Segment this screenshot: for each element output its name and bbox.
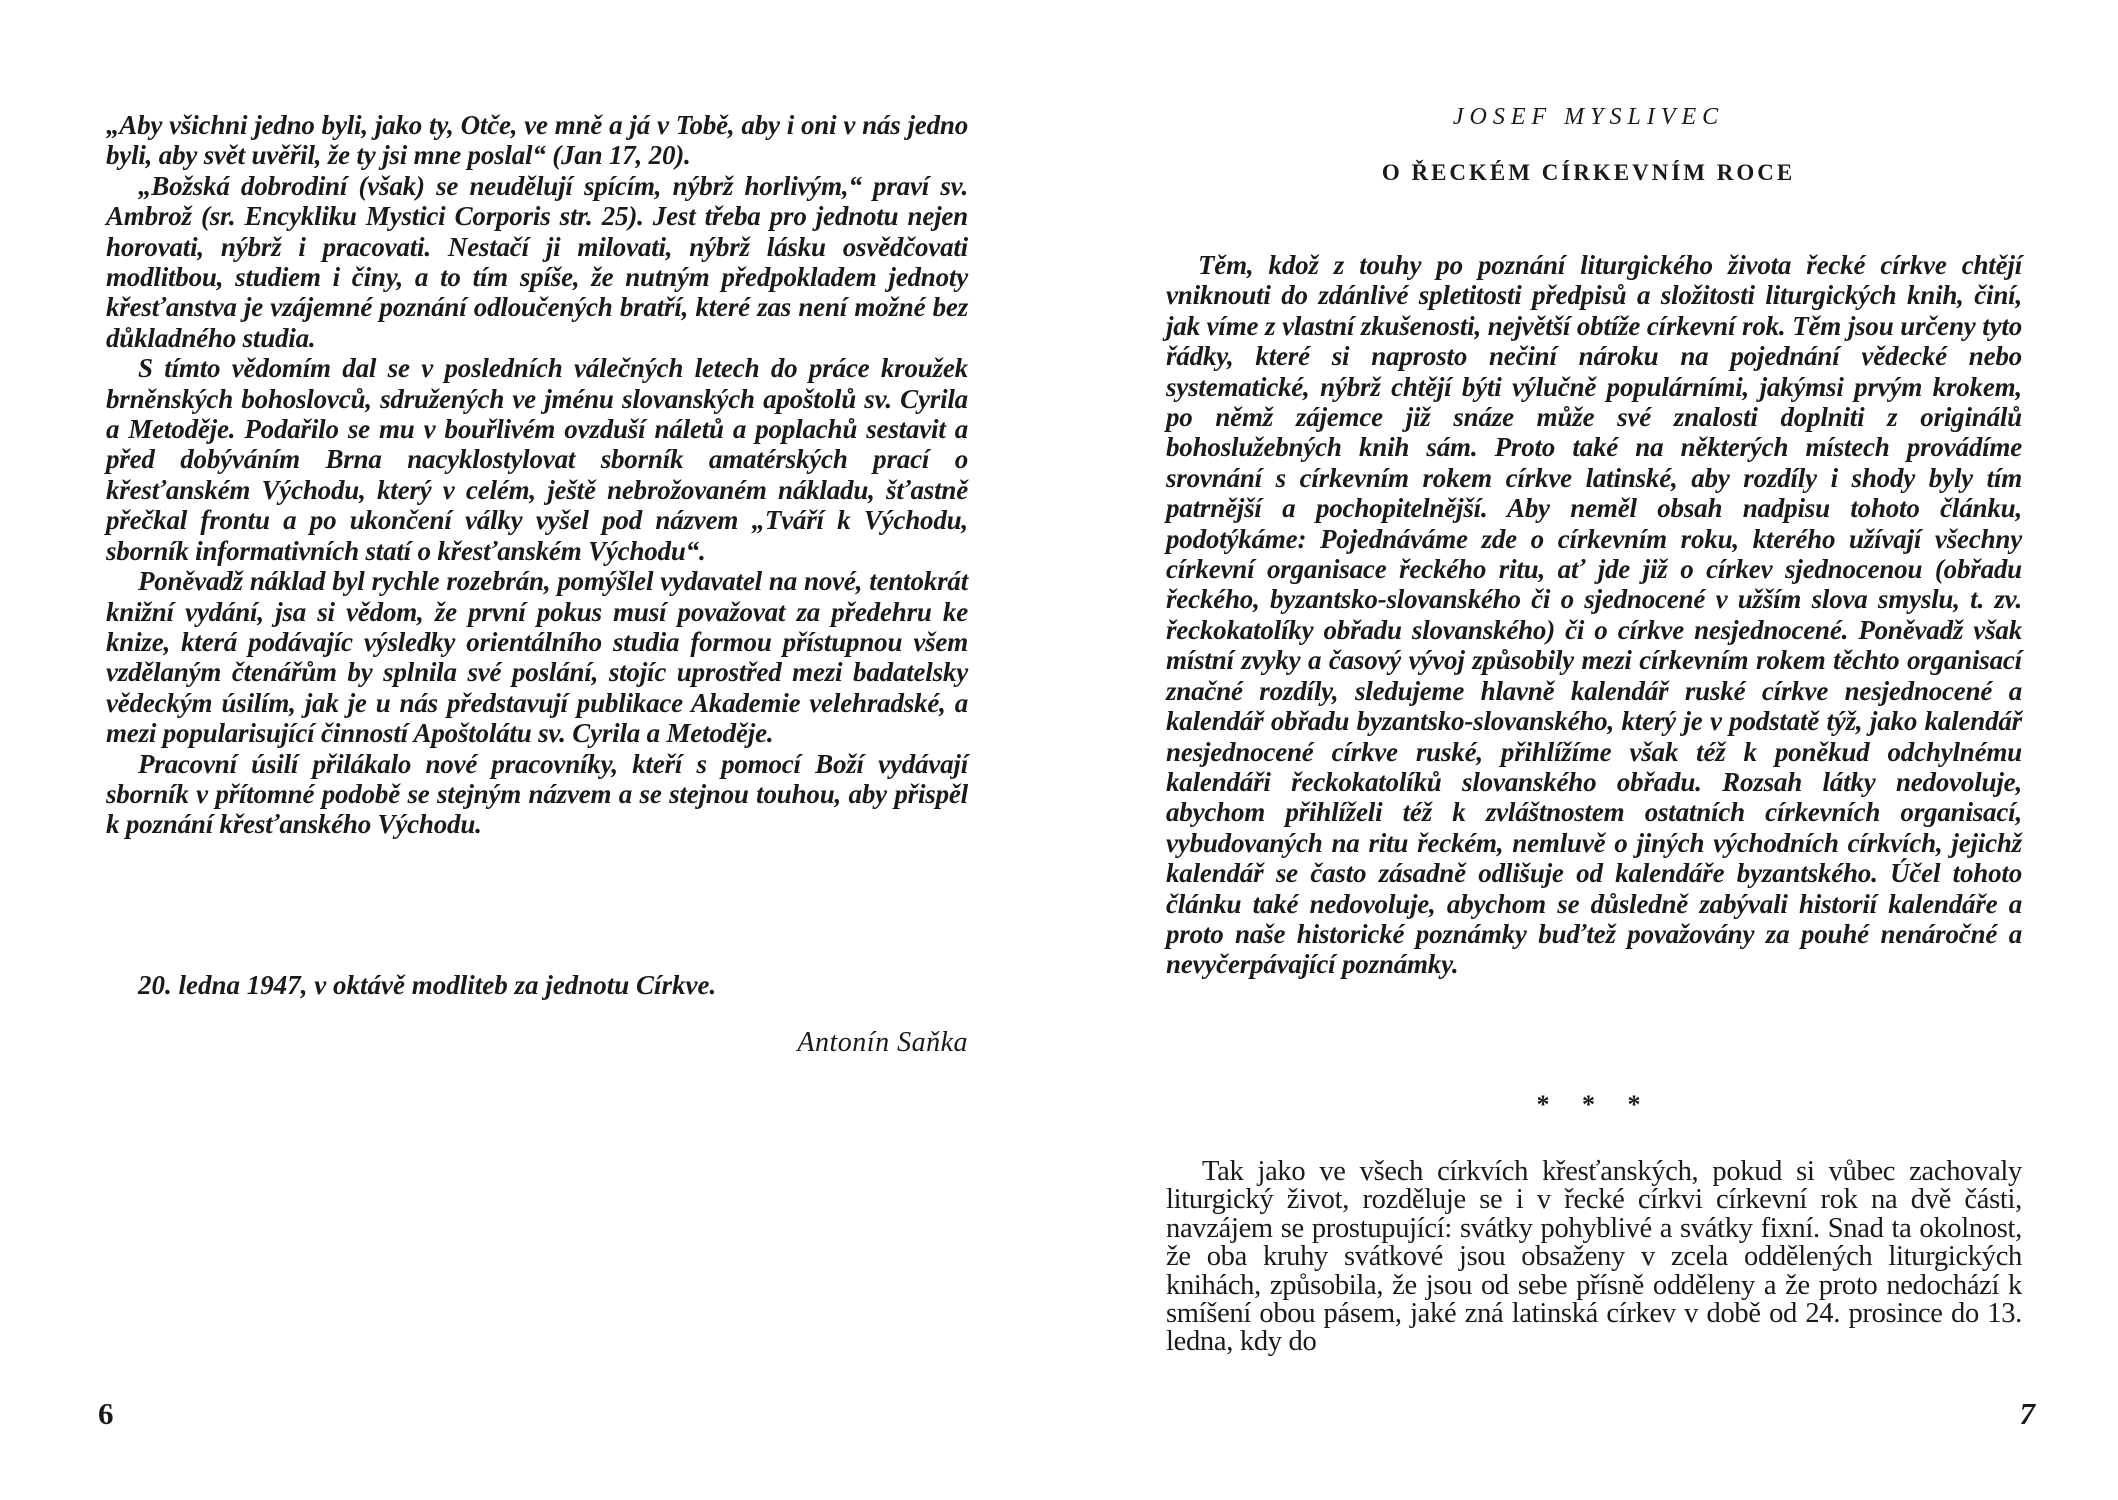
preface-paragraph: S tímto vědomím dal se v posledních válečných letech do práce kroužek brněnských bohoslovců, sdružených ve jménu slovanských apoštolů sv. Cyrila a Metoděje. Podařilo se mu v bouřlivém ovzduší náletů a poplachů sestavit a před dobýváním Brna nacyklostylovat sborník amatérských prací o křesťanském Východu, který v celém, ještě nebrožovaném nákladu, šťastně přečkal frontu a po ukončení války vyšel pod názvem „Tváří k Východu, sborník informativních statí o křesťanském Východu“. (106, 353, 968, 566)
article-title: O ŘECKÉM CÍRKEVNÍM ROCE (1381, 160, 1796, 185)
preface-paragraph: „Aby všichni jedno byli, jako ty, Otče, ve mně a já v Tobě, aby i oni v nás jedno byli, aby svět uvěřil, že ty jsi mne poslal“ (Jan 17, 20). (106, 110, 968, 171)
preface-paragraph: „Božská dobrodiní (však) se neudělují spícím, nýbrž horlivým,“ praví sv. Ambrož (sr. Encykliku Mystici Corporis str. 25). Jest třeba pro jednotu nejen horovati, nýbrž i pracovati. Nestačí ji milovati, nýbrž lásku osvědčovati modlitbou, studiem i činy, a to tím spíše, že nutným předpokladem jednoty křesťanstva je vzájemné poznání odloučených bratří, které zas není možné bez důkladného studia. (106, 170, 968, 353)
article-intro (1166, 250, 2022, 980)
intro-paragraph: Těm, kdož z touhy po poznání liturgického života řecké církve chtějí vniknouti do zdánlivé spletitosti předpisů a složitosti liturgických knih, činí, jak víme z vlastní zkušenosti, největší obtíže církevní rok. Těm jsou určeny tyto řádky, které si naprosto nečiní nároku na pojednání vědecké nebo systematické, nýbrž chtějí býti výlučně populárními, jakýmsi prvým krokem, po němž zájemce již snáze může své znalosti doplniti z originálů bohoslužebných knih sám. Proto také na některých místech provádíme srovnání s církevním rokem církve latinské, aby rozdíly i shody byly tím patrnější a pochopitelnější. Aby neměl obsah nadpisu tohoto článku, podotýkáme: Pojednáváme zde o církevním roku, kterého užívají všechny církevní organisace řeckého ritu, ať jde již o církev sjednocenou (obřadu řeckého, byzantsko-slovanského či o sjednocené v užším slova smyslu, t. zv. řeckokatolíky obřadu slovanského) či o církve nesjednocené. Poněvadž však místní zvyky a časový vývoj způsobily mezi církevním rokem těchto organisací značné rozdíly, sledujeme hlavně kalendář ruské církve nesjednocené a kalendář obřadu byzantsko-slovanského, který je v podstatě týž, jako kalendář nesjednocené církve ruské, přihlížíme však též k poněkud odchylnému kalendáři řeckokatolíků slovanského obřadu. Rozsah látky nedovoluje, abychom přihlíželi též k zvláštnostem ostatních církevních organisací, vybudovaných na ritu řeckém, nemluvě o jiných východních církvích, jejichž kalendář se často zásadně odlišuje od kalendáře byzantského. Účel tohoto článku také nedovoluje, abychom se důsledně zabývali historií kalendáře a proto naše historické poznámky buďtež považovány za pouhé nenáročné a nevyčerpávající poznámky. (1166, 250, 2022, 980)
right-page (1059, 0, 2118, 1500)
page-number-right: 7 (2019, 1396, 2035, 1431)
section-separator: * * * (1536, 1090, 1641, 1119)
preface-text (106, 110, 968, 840)
article-author: JOSEF MYSLIVEC (1452, 104, 1725, 130)
preface-date: 20. ledna 1947, v oktávě modliteb za jednotu Církve. (138, 970, 717, 1000)
article-body-paragraph: Tak jako ve všech církvích křesťanských, pokud si vůbec zachovaly liturgický život, rozděluje se i v řecké církvi církevní rok na dvě části, navzájem se prostupující: svátky pohyblivé a svátky fixní. Snad ta okolnost, že oba kruhy svátkové jsou obsaženy v zcela oddělených liturgických knihách, způsobila, že jsou od sebe přísně odděleny a že proto nedochází k smíšení obou pásem, jaké zná latinská církev v době od 24. prosince do 13. ledna, kdy do (1166, 1156, 2022, 1358)
page-number-left: 6 (98, 1396, 114, 1431)
preface-paragraph: Pracovní úsilí přilákalo nové pracovníky, kteří s pomocí Boží vydávají sborník v přítomné podobě se stejným názvem a se stejnou touhou, aby přispěl k poznání křesťanského Východu. (106, 748, 968, 840)
preface-paragraph: Poněvadž náklad byl rychle rozebrán, pomýšlel vydavatel na nové, tentokrát knižní vydání, jsa si vědom, že první pokus musí považovat za předehru ke knize, která podávajíc výsledky orientálního studia formou přístupnou všem vzdělaným čtenářům by splnila své poslání, stojíc uprostřed mezi badatelsky vědeckým úsilím, jak je u nás představují publikace Akademie velehradské, a mezi popularisující činností Apoštolátu sv. Cyrila a Metoděje. (106, 566, 968, 749)
preface-signature: Antonín Saňka (797, 1027, 968, 1058)
